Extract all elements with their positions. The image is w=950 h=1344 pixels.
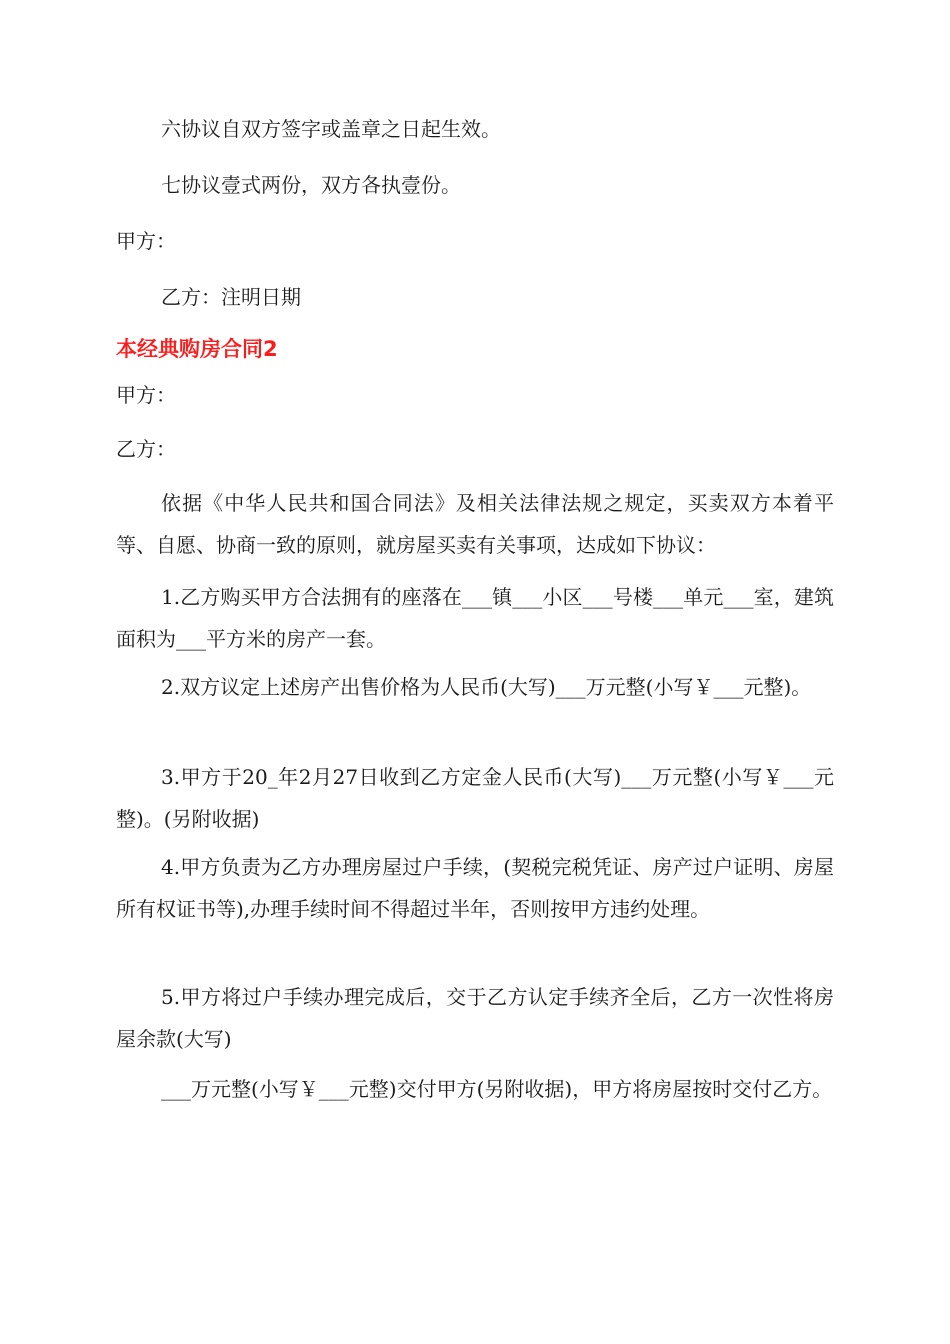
party-a-signature-label: 甲方：: [116, 229, 176, 253]
party-a-label: 甲方：: [116, 383, 176, 407]
section-title: 本经典购房合同2: [116, 337, 278, 361]
intro-paragraph: 依据《中华人民共和国合同法》及相关法律法规之规定，买卖双方本着平等、自愿、协商一致的原则，就房屋买卖有关事项，达成如下协议：: [116, 491, 834, 557]
clause-3: 3.甲方于20_年2月27日收到乙方定金人民币(大写)___万元整(小写￥___元整)。(另附收据): [116, 765, 834, 831]
clause-six: 六协议自双方签字或盖章之日起生效。: [161, 117, 501, 141]
party-b-signature-date: 乙方：注明日期: [161, 285, 301, 309]
clause-4: 4.甲方负责为乙方办理房屋过户手续，(契税完税凭证、房产过户证明、房屋所有权证书等),办理手续时间不得超过半年，否则按甲方违约处理。: [116, 855, 834, 921]
clause-5-continued: ___万元整(小写￥___元整)交付甲方(另附收据)，甲方将房屋按时交付乙方。: [161, 1077, 833, 1101]
clause-2: 2.双方议定上述房产出售价格为人民币(大写)___万元整(小写￥___元整)。: [161, 675, 812, 699]
clause-5: 5.甲方将过户手续办理完成后，交于乙方认定手续齐全后，乙方一次性将房屋余款(大写): [116, 985, 834, 1051]
clause-1: 1.乙方购买甲方合法拥有的座落在___镇___小区___号楼___单元___室，建筑面积为___平方米的房产一套。: [116, 585, 834, 651]
clause-seven: 七协议壹式两份，双方各执壹份。: [161, 173, 461, 197]
party-b-label: 乙方：: [116, 437, 176, 461]
